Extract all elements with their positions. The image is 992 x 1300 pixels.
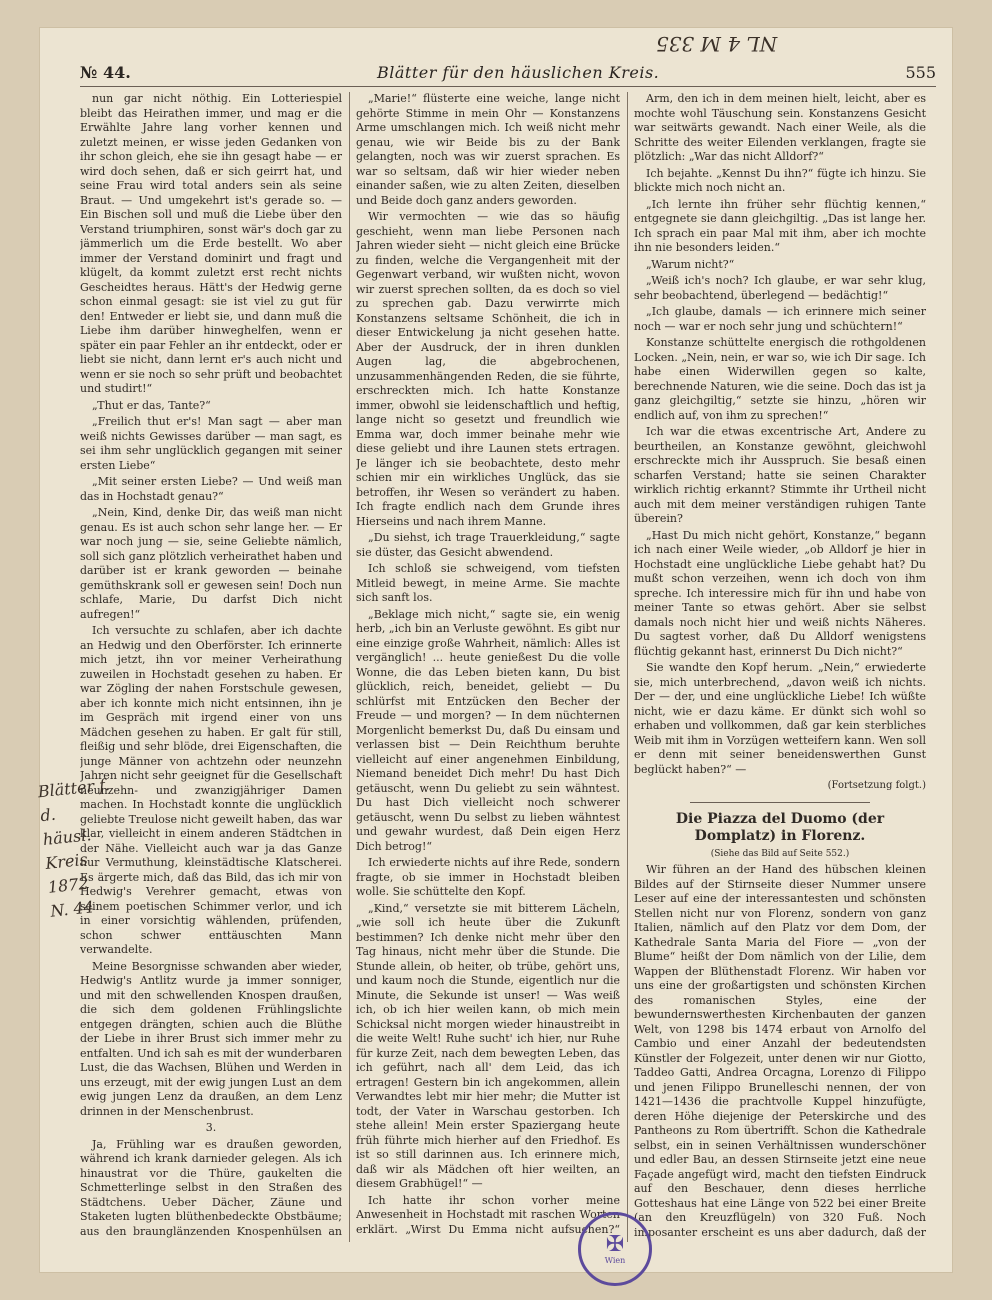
paragraph: Ich erwiederte nichts auf ihre Rede, sondern fragte, ob sie immer in Hochstadt bleiben wolle. Sie schüttelte den Kopf. <box>356 856 620 898</box>
paragraph: „Ich glaube, damals — ich erinnere mich seiner noch — war er noch sehr jung und schüchtern!“ <box>634 305 926 333</box>
paragraph: Konstanze schüttelte energisch die rothgoldenen Locken. „Nein, nein, er war so, wie ich Dir sage. Ich habe einen Widerwillen gegen so kalte, berechnende Naturen, wie die seine. Doch das ist ja ganz gleichgiltig,“ setzte sie hinzu, „hören wir endlich auf, von ihm zu sprechen!“ <box>634 336 926 422</box>
issue-number: № 44. <box>80 63 131 82</box>
paragraph: Wir vermochten — wie das so häufig geschieht, wenn man liebe Personen nach Jahren wieder sieht — nicht gleich eine Brücke zu finden, welche die Vergangenheit mit der Gegenwart verband, wir wußten nicht, wovon wir zuerst sprechen sollten, da es doch so viel zu sprechen gab. Dazu verwirrte mich Konstanzens seltsame Schönheit, die ich in dieser Entwickelung ja nicht gesehen hatte. Aber der Ausdruck, der in ihren dunklen Augen lag, die abgebrochenen, unzusammenhängenden Reden, die sie führte, erschreckten mich. Ich hatte Konstanze immer, obwohl sie leidenschaftlich und heftig, lange nicht so gesetzt und freundlich wie Emma war, doch immer beinahe mehr wie diese geliebt und ihre Launen stets ertragen. Je länger ich sie beobachtete, desto mehr schien mir ein wirkliches Unglück, das sie betroffen, ihr Wesen so verändert zu haben. Ich fragte endlich nach dem Grunde ihres Hierseins und nach ihrem Manne. <box>356 210 620 528</box>
note-line: N. 44 <box>49 897 95 921</box>
stamp-text: Wien <box>604 1255 626 1265</box>
paragraph: „Hast Du mich nicht gehört, Konstanze,“ begann ich nach einer Weile wieder, „ob Alldorf je hier in Hochstadt eine unglückliche Liebe gehabt hat? Du mußt schon verzeihen, wenn ich doch von ihm spreche. Ich interessire mich für ihn und habe von meiner Tante so etwas gehört. Aber sie selbst damals noch nicht hier und weiß nichts Näheres. Du sagtest vorher, daß Du Alldorf wenigstens flüchtig gekannt hast, erinnerst Du Dich nicht?“ <box>634 528 926 658</box>
paragraph: „Ich lernte ihn früher sehr flüchtig kennen,“ entgegnete sie dann gleichgiltig. „Das ist lange her. Ich sprach ein paar Mal mit ihm, aber ich mochte ihn nie besonders leiden.“ <box>634 197 926 254</box>
article-subtitle: (Siehe das Bild auf Seite 552.) <box>710 848 850 859</box>
section-divider <box>690 802 870 803</box>
paragraph: „Beklage mich nicht,“ sagte sie, ein wenig herb, „ich bin an Verluste gewöhnt. Es gibt nur eine einzige große Wahrheit, nämlich: Alles ist vergänglich! ... heute genießest Du die volle Wonne, die das Leben bieten kann, Du bist glücklich, reich, beneidet, geliebt — Du schlürfst mit Entzücken den Becher der Freude — und morgen? — In dem nüchternen Morgenlicht bemerkst Du, daß Du einsam und verlassen bist — Dein Reichthum beruhte vielleicht auf einer angenehmen Einbildung, Niemand beneidet Dich mehr! Du hast Dich getäuscht, wenn Du geliebt zu sein wähntest. Du hast Dich vielleicht noch schwerer getäuscht, wenn Du selbst zu lieben wähntest und gewahr wurdest, daß Dein eigen Herz Dich betrog!“ <box>356 607 620 853</box>
eagle-icon: ✠ <box>605 1231 625 1257</box>
paragraph: „Warum nicht?“ <box>646 257 735 271</box>
note-line: 1872 <box>46 873 90 897</box>
page-number: 555 <box>905 63 936 82</box>
paragraph: Ich schloß sie schweigend, vom tiefsten Mitleid bewegt, in meine Arme. Sie machte sich sanft los. <box>356 562 620 604</box>
note-line: Kreis <box>44 849 89 873</box>
paragraph: Ich hatte ihr schon vorher meine Anwesenheit in Hochstadt mit raschen Worten erklärt. „Wirst Du Emma nicht aufsuchen?“ <box>356 1193 620 1236</box>
paragraph: Arm, den ich in dem meinen hielt, leicht, aber es mochte wohl Täuschung sein. Konstanzens Gesicht war seitwärts gewandt. Nach einer Weile, als die Schritte des weiter Eilenden verklangen, fragte sie plötzlich: „War das nicht Alldorf?“ <box>634 92 926 163</box>
paragraph: Meine Besorgnisse schwanden aber wieder, Hedwig's Antlitz wurde ja immer sonniger, und mit den schwellenden Knospen draußen, die sich dem goldenen Frühlingslichte entgegen drängten, schien auch die Blüthe der Liebe in ihrer Brust sich immer mehr zu entfalten. Und ich sah es mit der wunderbaren Lust, die das Wachsen, Blühen und Werden in uns erzeugt, mit der ewig jungen Lust an dem ewig jungen Lenz da draußen, an dem Lenz drinnen in der Menschenbrust. <box>80 959 342 1118</box>
paragraph: Ich bejahte. „Kennst Du ihn?“ fügte ich hinzu. Sie blickte mich noch nicht an. <box>634 166 926 194</box>
page-header <box>80 60 936 82</box>
column-divider <box>627 92 628 1242</box>
paragraph: „Nein, Kind, denke Dir, das weiß man nicht genau. Es ist auch schon sehr lange her. — Er war noch jung — sie, seine Geliebte nämlich, soll sich ganz plötzlich verheirathet haben und darüber ist er krank geworden — beinahe gemüthskrank soll er gewesen sein! Doch nun schlafe, Marie, Du darfst Dich nicht aufregen!“ <box>80 506 342 621</box>
paragraph: Ich war die etwas excentrische Art, Andere zu beurtheilen, an Konstanze gewöhnt, gleichwohl erschreckte mich ihr Ausspruch. Sie besaß einen scharfen Verstand; hatte sie seinen Charakter wirklich richtig erkannt? Stimmte ihr Urtheil nicht auch mit dem meiner verständigen ruhigen Tante überein? <box>634 425 926 525</box>
paragraph: „Weiß ich's noch? Ich glaube, er war sehr klug, sehr beobachtend, überlegend — bedächtig!“ <box>634 274 926 302</box>
article-title: Die Piazza del Duomo (der Domplatz) in Florenz. <box>675 810 885 844</box>
paragraph: „Thut er das, Tante?“ <box>92 398 211 412</box>
column-1 <box>80 92 342 1238</box>
paragraph: „Mit seiner ersten Liebe? — Und weiß man das in Hochstadt genau?“ <box>80 475 342 503</box>
note-line: häusl. <box>41 825 93 850</box>
header-rule <box>80 86 936 87</box>
section-number: 3. <box>205 1121 217 1134</box>
paragraph: „Kind,“ versetzte sie mit bitterem Lächeln, „wie soll ich heute über die Zukunft bestimmen? Ich denke nicht mehr über den Tag hinaus, nicht mehr über die Stunde. Die Stunde allein, ob heiter, ob trübe, gehört uns, und kaum noch die Stunde, eigentlich nur die Minute, die Sekunde ist unser! — Was weiß ich, ob ich hier weilen kann, ob mich mein Schicksal nicht morgen wieder hinaustreibt in die weite Welt! Ruhe sucht' ich hier, nur Ruhe für kurze Zeit, nach dem bewegten Leben, das ich geführt, nach all' dem Leid, das ich ertragen! Gestern bin ich angekommen, allein Verwandtes lebt mir hier mehr; die Mutter ist todt, der Vater in Warschau gestorben. Ich stehe allein! Mein erster Spaziergang heute früh führte mich hierher auf den Friedhof. Es ist so still darinnen aus. Ich erinnere mich, daß wir als Mädchen oft hier weilten, an diesem Grabhügel!“ — <box>356 901 620 1190</box>
continuation-note: (Fortsetzung folgt.) <box>827 780 926 791</box>
paragraph: nun gar nicht nöthig. Ein Lotteriespiel bleibt das Heirathen immer, und mag er die Erwählte Jahre lang vorher kennen und zuletzt meinen, er wisse jeden Gedanken von ihr schon gleich, ehe sie ihn gesagt habe — er wird doch sehen, daß er sich geirrt hat, und seine Frau wird total anders sein als seine Braut. — Und umgekehrt ist's gerade so. — Ein Bischen soll und muß die Liebe über den Verstand triumphiren, sonst wär's doch gar zu jämmerlich um die Erde bestellt. Wo aber immer der Verstand dominirt und fragt und klügelt, da kommt zuletzt erst recht nichts Gescheidtes heraus. Hätt's der Hedwig gerne schon einmal gesagt: sie ist viel zu gut für den! Entweder er liebt sie, und dann muß die Liebe ihm darüber hinweghelfen, wenn er später ein paar Fehler an ihr entdeckt, oder er liebt sie nicht, dann lernt er's auch nicht und wenn er sie noch so sehr prüft und beobachtet und studirt!“ <box>80 92 342 395</box>
column-3 <box>634 92 926 1238</box>
paragraph: „Freilich thut er's! Man sagt — aber man weiß nichts Gewisses darüber — man sagt, es sei ihm sehr unglücklich gegangen mit seiner ersten Liebe“ <box>80 415 342 472</box>
note-line: Blätter f. d. <box>36 774 111 826</box>
paragraph: „Marie!“ flüsterte eine weiche, lange nicht gehörte Stimme in mein Ohr — Konstanzens Arme umschlangen mich. Ich weiß nicht mehr genau, wie wir Beide bis zu der Bank gelangten, noch was wir zuerst sprachen. Es war so seltsam, daß wir hier wieder neben einander saßen, wie zu alten Zeiten, dieselben und Beide doch ganz anders geworden. <box>356 92 620 207</box>
paragraph: Ja, Frühling war es draußen geworden, während ich krank darnieder gelegen. Als ich hinaustrat vor die Thüre, gaukelten die Schmetterlinge selbst in den Straßen des Städtchens. Ueber Dächer, Zäune und Staketen lugten blüthenbedeckte Obstbäume; aus den braunglänzenden Knospenhülsen an <box>80 1137 342 1238</box>
library-stamp <box>578 1212 652 1286</box>
column-divider <box>349 92 350 1242</box>
paragraph: Sie wandte den Kopf herum. „Nein,“ erwiederte sie, mich unterbrechend, „davon weiß ich nichts. Der — der, und eine unglückliche Liebe! Ich wüßte nicht, wie er dazu käme. Er dünkt sich wohl so erhaben und vollkommen, daß gar kein sterbliches Weib mit ihm in Vorzügen wetteifern kann. Wen soll er denn mit seiner beneidenswerthen Gunst beglückt haben?“ — <box>634 661 926 776</box>
paragraph: Ich versuchte zu schlafen, aber ich dachte an Hedwig und den Oberförster. Ich erinnerte mich jetzt, ihn vor meiner Verheirathung zuweilen in Hochstadt gesehen zu haben. Er war Zögling der nahen Forstschule gewesen, aber ich konnte mich nicht entsinnen, ihn je im Gespräch mit irgend einer von uns Mädchen gesehen zu haben. Er galt für still, fleißig und sehr blöde, drei Eigenschaften, die junge Männer von achtzehn oder neunzehn Jahren nicht sehr geeignet für die Gesellschaft neunzehn- und zwanzigjähriger Damen machen. In Hochstadt konnte die unglücklich geliebte Treulose nicht geweilt haben, das war klar, vielleicht in einem anderen Städtchen in der Nähe. Vielleicht auch war ja das Ganze nur Vermuthung, kleinstädtische Klatscherei. Es ärgerte mich, daß das Bild, das ich mir von Hedwig's Verehrer gemacht, etwas von seinem poetischen Schimmer verlor, und ich in einer vorsichtig wählenden, prüfenden, schon schwer enttäuschten Mann verwandelte. <box>80 624 342 956</box>
handwritten-margin-note <box>37 772 130 923</box>
publication-title: Blätter für den häuslichen Kreis. <box>377 63 660 82</box>
paragraph: „Du siehst, ich trage Trauerkleidung,“ sagte sie düster, das Gesicht abwendend. <box>356 531 620 559</box>
article-body: Wir führen an der Hand des hübschen kleinen Bildes auf der Stirnseite dieser Nummer unsere Leser auf eine der interessantesten und schönsten Stellen nicht nur von Florenz, sondern von ganz Italien, nämlich auf den Platz vor dem Dom, der Kathedrale Santa Maria del Fiore — „von der Blume“ heißt der Dom nämlich von der Lilie, dem Wappen der Blüthenstadt Florenz. Wir haben vor uns eine der großartigsten und schönsten Kirchen des romanischen Styles, eine der bewundernswerthesten Kirchenbauten der ganzen Welt, von 1298 bis 1474 erbaut von Arnolfo del Cambio und einer Anzahl der bedeutendsten Künstler der Folgezeit, unter denen wir nur Giotto, Taddeo Gatti, Andrea Orcagna, Lorenzo di Filippo und jenen Filippo Brunelleschi nennen, der von 1421—1436 die prachtvolle Kuppel hinzufügte, deren Höhe diejenige der Peterskirche und des Pantheons zu Rom übertrifft. Schon die Kathedrale selbst, ein in seinen Verhältnissen wunderschöner und edler Bau, an dessen Stirnseite jetzt eine neue Façade angefügt wird, macht den tiefsten Eindruck auf den Beschauer, denn dieses herrliche Gotteshaus hat eine Länge von 522 bei einer Breite (an den Kreuzflügeln) von 320 Fuß. Noch imposanter erscheint es uns aber dadurch, daß der <box>634 863 926 1238</box>
handwritten-shelfmark: NL 4 M 335 <box>656 32 778 56</box>
column-2 <box>356 92 620 1238</box>
